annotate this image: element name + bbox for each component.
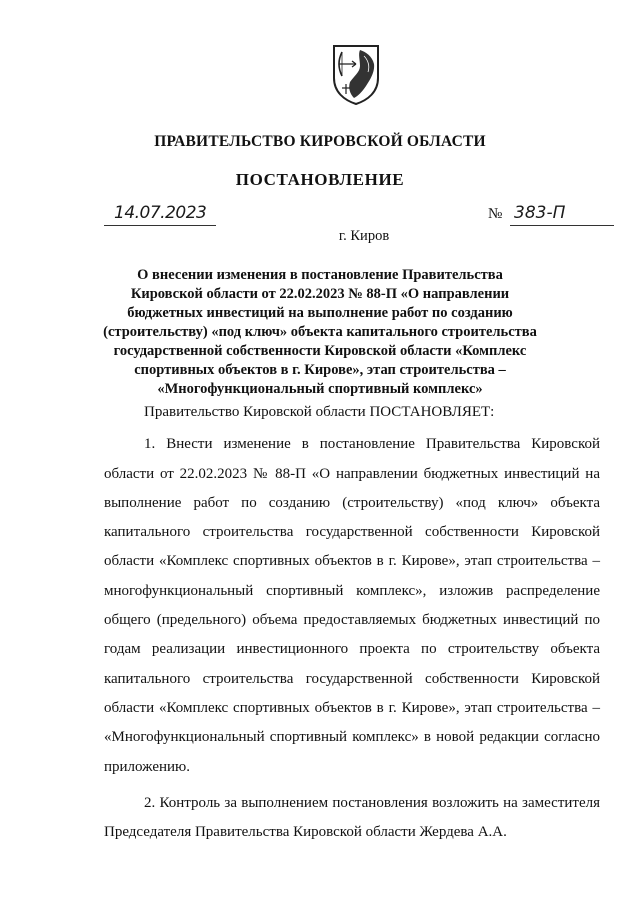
- preamble: Правительство Кировской области ПОСТАНОВЛЯЕТ:: [144, 404, 495, 420]
- date-underline: [104, 225, 216, 226]
- number-underline: [510, 225, 614, 226]
- number-field: [488, 203, 614, 227]
- city: г. Киров: [338, 228, 390, 244]
- date-field: [104, 203, 216, 227]
- document-number: 383-П: [514, 203, 566, 223]
- document-body: [104, 398, 600, 847]
- number-sign: №: [488, 206, 503, 222]
- document-type: ПОСТАНОВЛЕНИЕ: [235, 170, 405, 189]
- kirov-oblast-coat-of-arms-icon: [330, 42, 382, 106]
- government-title: ПРАВИТЕЛЬСТВО КИРОВСКОЙ ОБЛАСТИ: [154, 133, 486, 150]
- item-2: 2. Контроль за выполнением постановления возложить на заместителя Председателя Правительства Кировской области Жердева А.А.: [104, 794, 600, 841]
- document-subject: О внесении изменения в постановление Правительства Кировской области от 22.02.2023 № 88-П «О направлении бюджетных инвестиций на выполнение работ по созданию (строительству) «под ключ» объекта капитального строительства государственной собственности Кировской области «Комплекс спортивных объектов в г. Кирове», этап строительства – «Многофункциональный спортивный комплекс»: [103, 267, 537, 397]
- item-1: 1. Внести изменение в постановление Правительства Кировской области от 22.02.2023 № 88-П «О направлении бюджетных инвестиций на выполнение работ по созданию (строительству) «под ключ» объекта капитального строительства государственной собственности Кировской области «Комплекс спортивных объектов в г. Кирове», этап строительства – многофункциональный спортивный комплекс», изложив распределение общего (предельного) объема предоставляемых бюджетных инвестиций по годам реализации инвестиционного проекта по строительству объекта капитального строительства государственной собственности Кировской области «Комплекс спортивных объектов в г. Кирове», этап строительства – «Многофункциональный спортивный комплекс» в новой редакции согласно приложению.: [104, 436, 600, 775]
- document-date: 14.07.2023: [114, 203, 207, 223]
